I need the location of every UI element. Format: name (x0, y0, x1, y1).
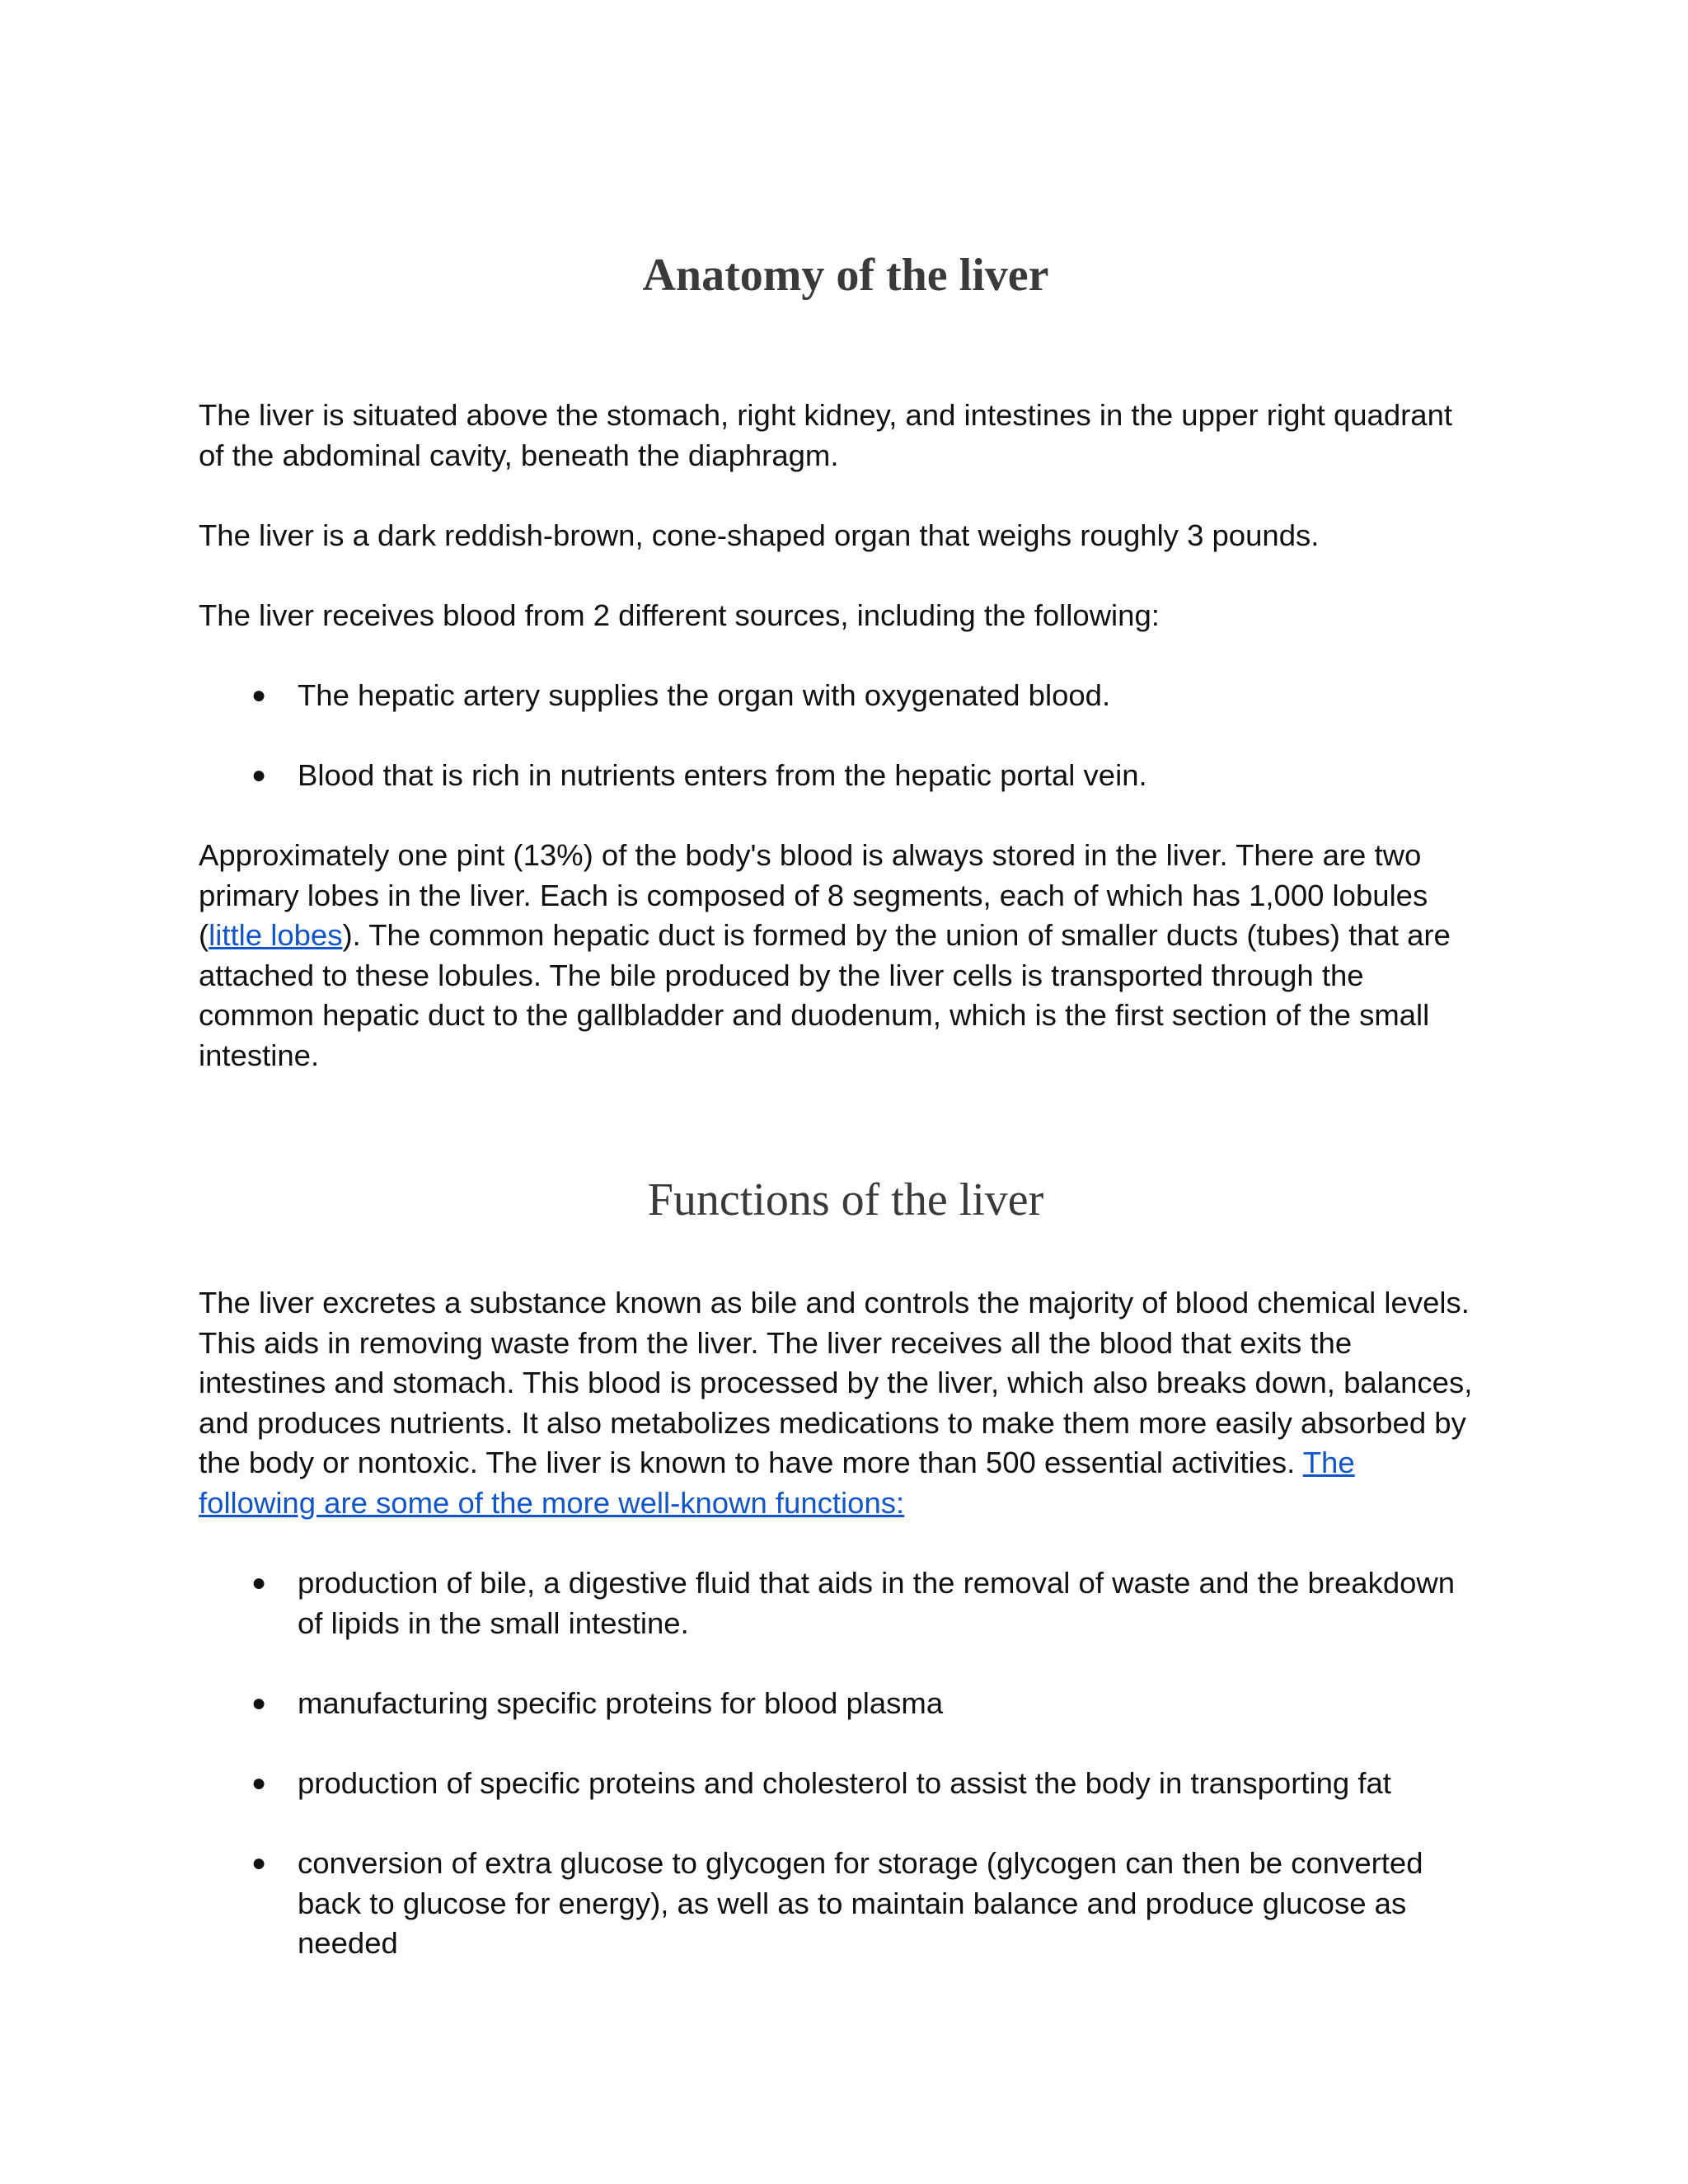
text-line: attached to these lobules. The bile produced by the liver cells is transported through the (199, 958, 1364, 992)
text-line: The liver excretes a substance known as bile and controls the majority of blood chemical levels. (199, 1286, 1470, 1319)
little-lobes-link[interactable]: little lobes (209, 918, 343, 953)
text-line: common hepatic duct to the gallbladder and duodenum, which is the first section of the small (199, 998, 1430, 1033)
text-line (199, 1443, 1493, 1483)
functions-link[interactable]: following are some of the more well-known functions: (199, 1485, 905, 1520)
section-title: Functions of the liver (647, 1174, 1044, 1226)
list-item-text (298, 1563, 1455, 1643)
paragraph-lobes (199, 836, 1493, 1076)
bullet-icon: ● (251, 1769, 267, 1797)
list-item-text (298, 1844, 1423, 1964)
bullet-icon: ● (251, 682, 267, 709)
paragraph-appearance: The liver is a dark reddish-brown, cone-shaped organ that weighs roughly 3 pounds. (199, 518, 1320, 552)
text-line: needed (298, 1926, 398, 1961)
bullet-icon: ● (251, 762, 267, 789)
text-line: back to glucose for energy), as well as to maintain balance and produce glucose as (298, 1886, 1407, 1920)
text-line: of lipids in the small intestine. (298, 1605, 689, 1640)
text-line: conversion of extra glucose to glycogen for storage (glycogen can then be converted (298, 1846, 1423, 1880)
text-line: intestines and stomach. This blood is processed by the liver, which also breaks down, balances, (199, 1366, 1473, 1400)
list-item-text: production of specific proteins and cholesterol to assist the body in transporting fat (298, 1766, 1391, 1800)
bullet-icon: ● (251, 1849, 267, 1877)
paragraph-blood-sources-intro: The liver receives blood from 2 different sources, including the following: (199, 598, 1160, 632)
text-line: primary lobes in the liver. Each is composed of 8 segments, each of which has 1,000 lobules (199, 878, 1428, 912)
text-line: of the abdominal cavity, beneath the diaphragm. (199, 438, 839, 472)
text-fragment: ). The common hepatic duct is formed by the union of smaller ducts (tubes) that are (342, 918, 1451, 953)
text-fragment: ( (199, 918, 209, 953)
paragraph-location (199, 396, 1493, 476)
text-line (199, 1483, 1493, 1524)
paragraph-functions-intro (199, 1283, 1493, 1524)
text-line: production of bile, a digestive fluid that aids in the removal of waste and the breakdown (298, 1566, 1456, 1600)
page-title: Anatomy of the liver (642, 250, 1049, 301)
text-fragment: the body or nontoxic. The liver is known to have more than 500 essential activities. (199, 1446, 1303, 1480)
text-line: intestine. (199, 1038, 320, 1072)
text-line: This aids in removing waste from the liver. The liver receives all the blood that exits the (199, 1325, 1353, 1360)
list-item-text: The hepatic artery supplies the organ with oxygenated blood. (298, 678, 1111, 712)
list-item-text: Blood that is rich in nutrients enters from the hepatic portal vein. (298, 758, 1147, 792)
bullet-icon: ● (251, 1690, 267, 1717)
bullet-icon: ● (251, 1569, 267, 1596)
text-line: Approximately one pint (13%) of the body's blood is always stored in the liver. There are two (199, 838, 1422, 872)
text-line: The liver is situated above the stomach, right kidney, and intestines in the upper right quadrant (199, 398, 1453, 432)
functions-link[interactable]: The (1302, 1446, 1355, 1480)
text-line (199, 916, 1493, 956)
text-line: and produces nutrients. It also metabolizes medications to make them more easily absorbed by (199, 1405, 1466, 1440)
list-item-text: manufacturing specific proteins for blood plasma (298, 1686, 944, 1720)
